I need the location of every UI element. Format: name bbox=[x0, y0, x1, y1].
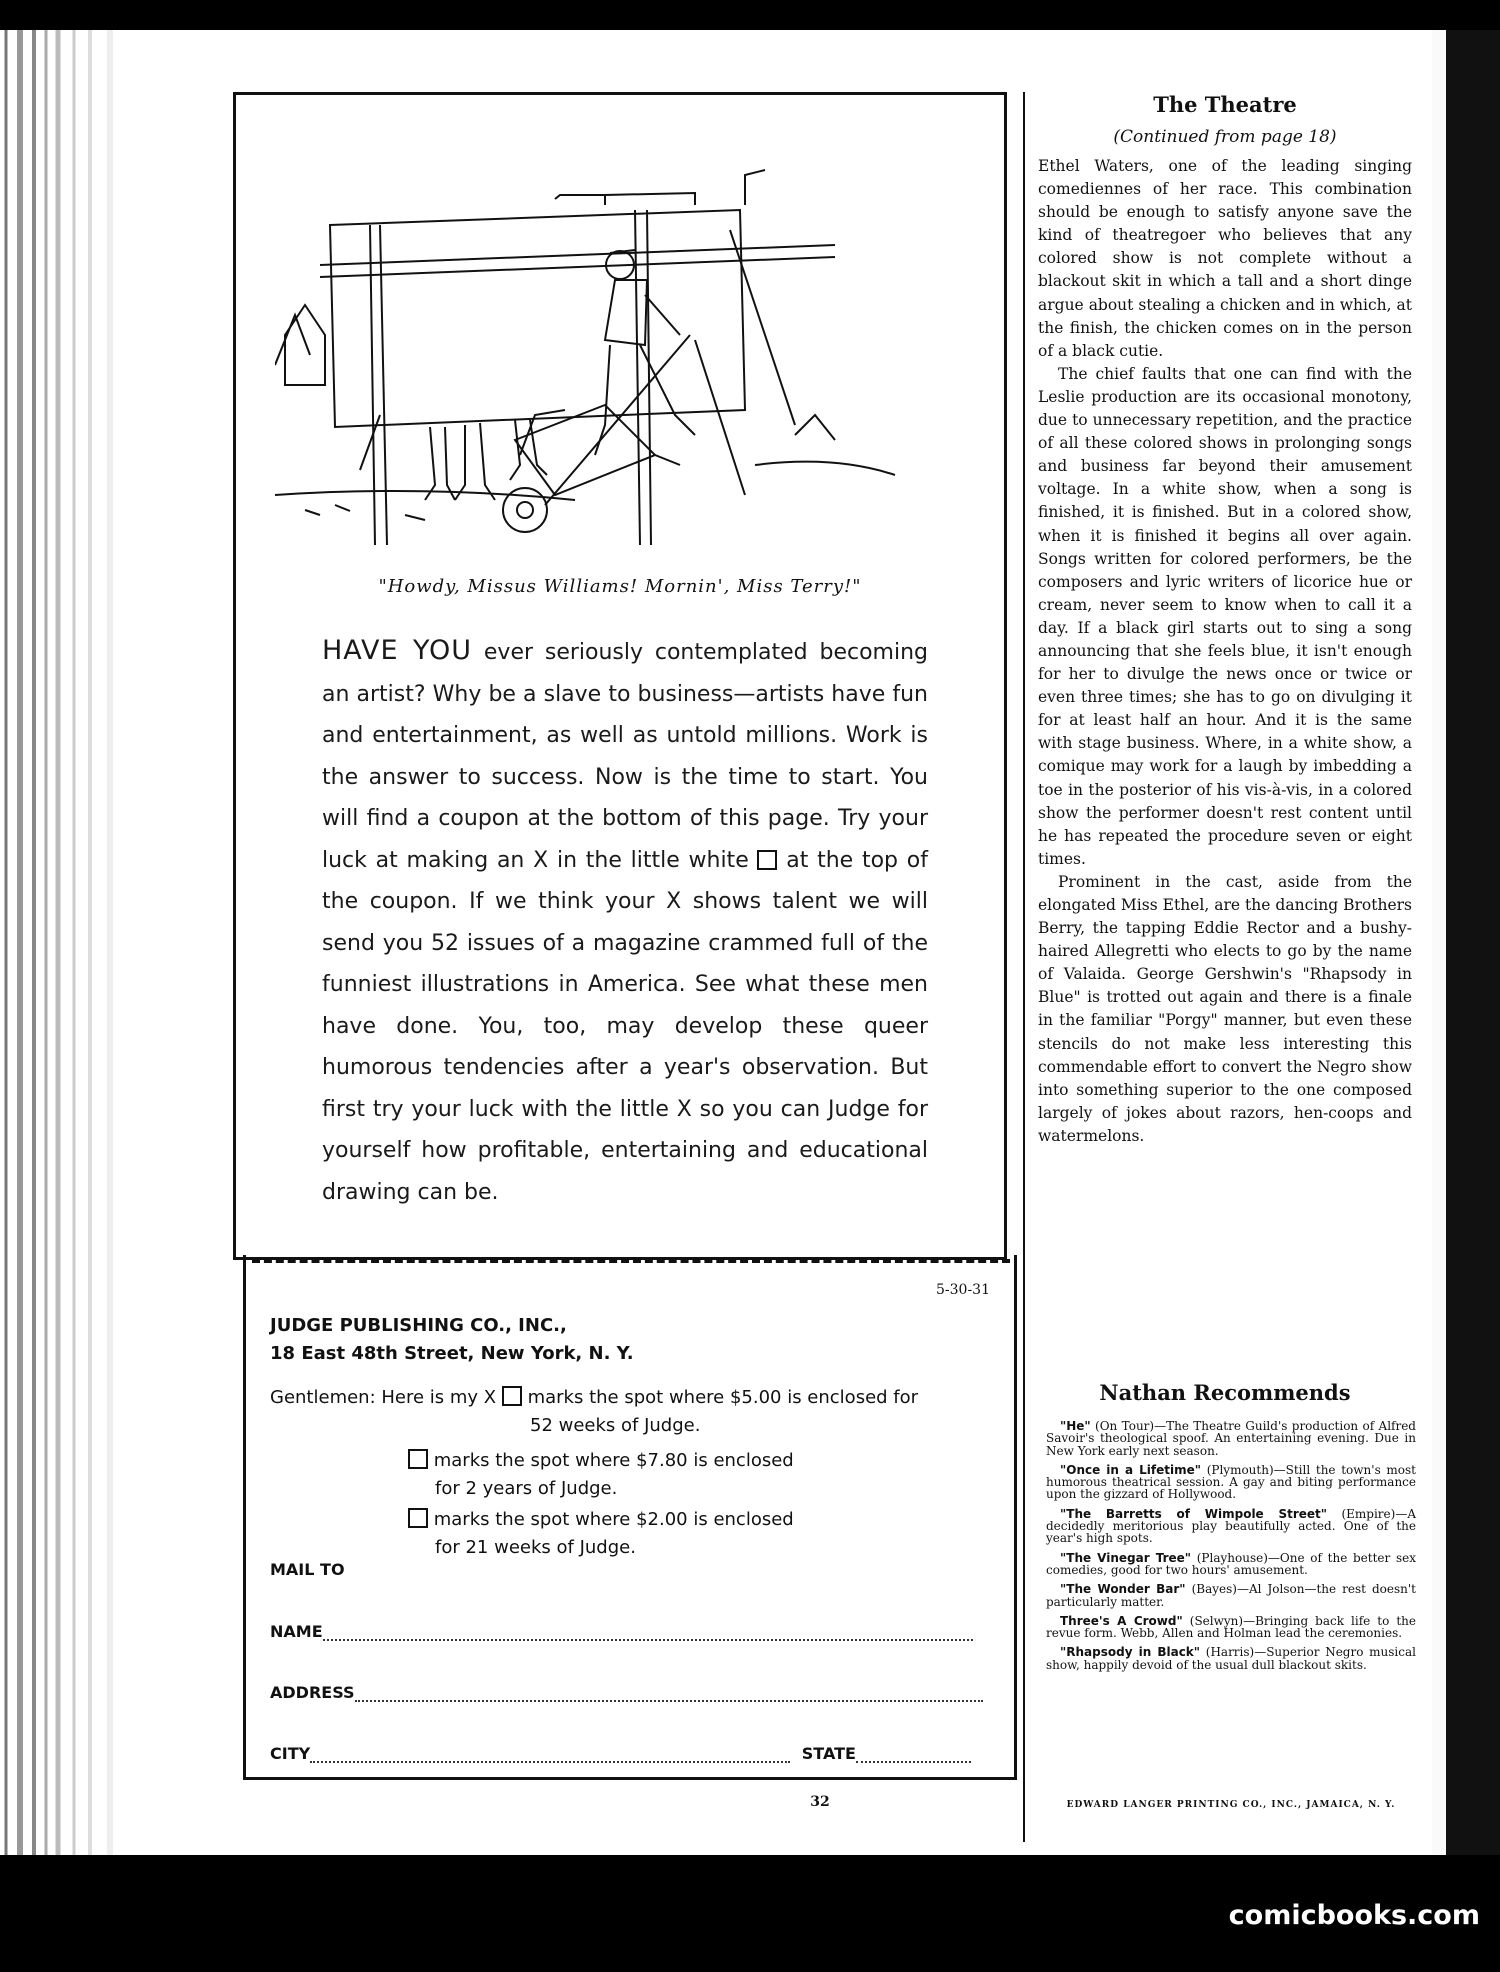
recommendation-item bbox=[1046, 1615, 1416, 1640]
continued-note: (Continued from page 18) bbox=[1113, 127, 1337, 147]
play-note: (Bayes)—Al Jolson—the rest doesn't particularly matter. bbox=[1046, 1582, 1417, 1609]
publisher-address: 18 East 48th Street, New York, N. Y. bbox=[270, 1343, 634, 1364]
state-line[interactable] bbox=[856, 1747, 971, 1763]
recommendation-item bbox=[1046, 1464, 1416, 1501]
option-3-detail: for 21 weeks of Judge. bbox=[435, 1537, 636, 1558]
coupon-option-1 bbox=[270, 1384, 918, 1412]
play-title: "Once in a Lifetime" bbox=[1060, 1462, 1202, 1477]
play-title: "The Wonder Bar" bbox=[1060, 1582, 1186, 1597]
play-title: "The Vinegar Tree" bbox=[1060, 1550, 1192, 1565]
ad-lead: HAVE YOU bbox=[322, 635, 473, 666]
play-note: (Harris)—Superior Negro musical show, happily devoid of the usual dull blackout skits. bbox=[1046, 1645, 1416, 1672]
name-label: NAME bbox=[270, 1622, 323, 1641]
coupon-option-3 bbox=[408, 1506, 794, 1534]
ad-text-part2: at the top of the coupon. If we think your X shows talent we will send you 52 issues of a magazine crammed full of the funniest illustrations in America. See what these men have done. You, too, may develop these queer humorous tendencies after a year's observation. But first try your luck with the little X so you can Judge for yourself how profitable, entertaining and educational drawing can be. bbox=[322, 847, 928, 1205]
ad-copy bbox=[322, 630, 928, 1213]
city-label: CITY bbox=[270, 1744, 311, 1763]
play-note: (Empire)—A decidedly meritorious play beautifully acted. One of the year's high spots. bbox=[1046, 1506, 1416, 1546]
play-note: (Playhouse)—One of the better sex comedies, good for two hours' amusement. bbox=[1046, 1550, 1416, 1577]
play-title: "He" bbox=[1060, 1419, 1091, 1433]
theatre-title: The Theatre bbox=[1153, 92, 1297, 117]
play-title: Three's A Crowd" bbox=[1060, 1613, 1183, 1628]
name-line[interactable] bbox=[323, 1625, 973, 1641]
option-1-checkbox[interactable] bbox=[502, 1386, 522, 1406]
theatre-body bbox=[1038, 155, 1412, 1148]
coupon-greeting: Gentlemen: Here is my X bbox=[270, 1387, 497, 1408]
theatre-paragraph-1: Ethel Waters, one of the leading singing comediennes of her race. This combination should be enough to satisfy anyone save the kind of theatregoer who believes that any colored show is not complete without a blackout skit in which a tall and a short dinge argue about stealing a chicken and in which, at the finish, the chicken comes on in the person of a black cutie. bbox=[1038, 157, 1412, 360]
option-2-checkbox[interactable] bbox=[408, 1449, 428, 1469]
page-number: 32 bbox=[810, 1794, 830, 1810]
theatre-paragraph-2: The chief faults that one can find with the Leslie production are its occasional monotony, due to unnecessary repetition, and the practice of all these colored shows in prolonging songs and business far beyond their amusement voltage. In a white show, when a song is finished, it is finished. But in a colored show, when it is finished it begins all over again. Songs written for colored performers, be the composers and lyric writers of licorice hue or cream, never seem to know when to call it a day. If a black girl starts out to sing a song announcing that she feels blue, it isn't enough for her to divulge the news once or twice or even three times; she has to go on divulging it for at least half an hour. And it is the same with stage business. Where, in a white show, a comique may work for a laugh by imbedding a toe in the posterior of his vis-à-vis, in a colored show the performer doesn't rest content until he has repeated the procedure seven or eight times. bbox=[1038, 364, 1412, 868]
publisher-block bbox=[270, 1312, 634, 1368]
option-1-detail: 52 weeks of Judge. bbox=[530, 1415, 701, 1436]
page-edges-illustration bbox=[0, 30, 120, 1855]
recommendation-item bbox=[1046, 1420, 1416, 1457]
watermark: comicbooks.com bbox=[1228, 1900, 1480, 1931]
address-label: ADDRESS bbox=[270, 1683, 355, 1702]
city-line[interactable] bbox=[310, 1747, 790, 1763]
option-3-label: marks the spot where $2.00 is enclosed bbox=[433, 1509, 794, 1530]
coupon-date: 5-30-31 bbox=[936, 1282, 990, 1298]
cartoon-illustration bbox=[275, 165, 1005, 560]
option-3-checkbox[interactable] bbox=[408, 1508, 428, 1528]
address-line[interactable] bbox=[355, 1686, 983, 1702]
recommends-list bbox=[1046, 1420, 1416, 1678]
recommendation-item bbox=[1046, 1552, 1416, 1577]
name-field[interactable] bbox=[270, 1622, 973, 1641]
sample-box bbox=[757, 850, 777, 870]
printer-credit: EDWARD LANGER PRINTING CO., INC., JAMAICA, N. Y. bbox=[1066, 1800, 1396, 1810]
next-page-edge bbox=[1446, 30, 1500, 1855]
theatre-paragraph-3: Prominent in the cast, aside from the elongated Miss Ethel, are the dancing Brothers Berry, the tapping Eddie Rector and a bushy-haired Allegretti who elects to go by the name of Valaida. George Gershwin's "Rhapsody in Blue" is trotted out again and there is a finale in the familiar "Porgy" manner, but even these stencils do not make less interesting this commendable effort to convert the Negro show into something superior to the one composed largely of jokes about razors, hen-coops and watermelons. bbox=[1038, 872, 1412, 1145]
publisher-name: JUDGE PUBLISHING CO., INC., bbox=[270, 1315, 567, 1336]
theatre-column bbox=[1038, 92, 1412, 1148]
play-note: (Plymouth)—Still the town's most humorous theatrical session. A gay and biting performance upon the gizzard of Hollywood. bbox=[1046, 1462, 1416, 1502]
scan-top-border bbox=[0, 0, 1500, 30]
option-1-label: marks the spot where $5.00 is enclosed for bbox=[527, 1387, 919, 1408]
recommendation-item bbox=[1046, 1508, 1416, 1545]
book-page-edges bbox=[0, 30, 120, 1855]
mail-to-label: MAIL TO bbox=[270, 1560, 345, 1579]
column-divider bbox=[1023, 92, 1025, 1842]
recommendation-item bbox=[1046, 1646, 1416, 1671]
illustration-caption: "Howdy, Missus Williams! Mornin', Miss Terry!" bbox=[378, 576, 862, 597]
state-label: STATE bbox=[801, 1744, 856, 1763]
city-field[interactable] bbox=[270, 1744, 971, 1763]
play-note: (On Tour)—The Theatre Guild's production of Alfred Savoir's theological spoof. An entertaining evening. Due in New York early next season. bbox=[1046, 1419, 1416, 1458]
recommends-title: Nathan Recommends bbox=[1099, 1380, 1351, 1405]
play-title: "Rhapsody in Black" bbox=[1060, 1645, 1201, 1660]
recommendation-item bbox=[1046, 1583, 1416, 1608]
ad-text-part1: ever seriously contemplated becoming an artist? Why be a slave to business—artists have fun and entertainment, as well as untold millions. Work is the answer to success. Now is the time to start. You will find a coupon at the bottom of this page. Try your luck at making an X in the little white bbox=[322, 640, 928, 873]
coupon-option-2 bbox=[408, 1447, 794, 1475]
option-2-detail: for 2 years of Judge. bbox=[435, 1478, 618, 1499]
option-2-label: marks the spot where $7.80 is enclosed bbox=[433, 1450, 794, 1471]
play-note: (Selwyn)—Bringing back life to the revue form. Webb, Allen and Holman lead the ceremonies. bbox=[1046, 1613, 1417, 1641]
address-field[interactable] bbox=[270, 1683, 983, 1702]
play-title: "The Barretts of Wimpole Street" bbox=[1060, 1506, 1328, 1521]
